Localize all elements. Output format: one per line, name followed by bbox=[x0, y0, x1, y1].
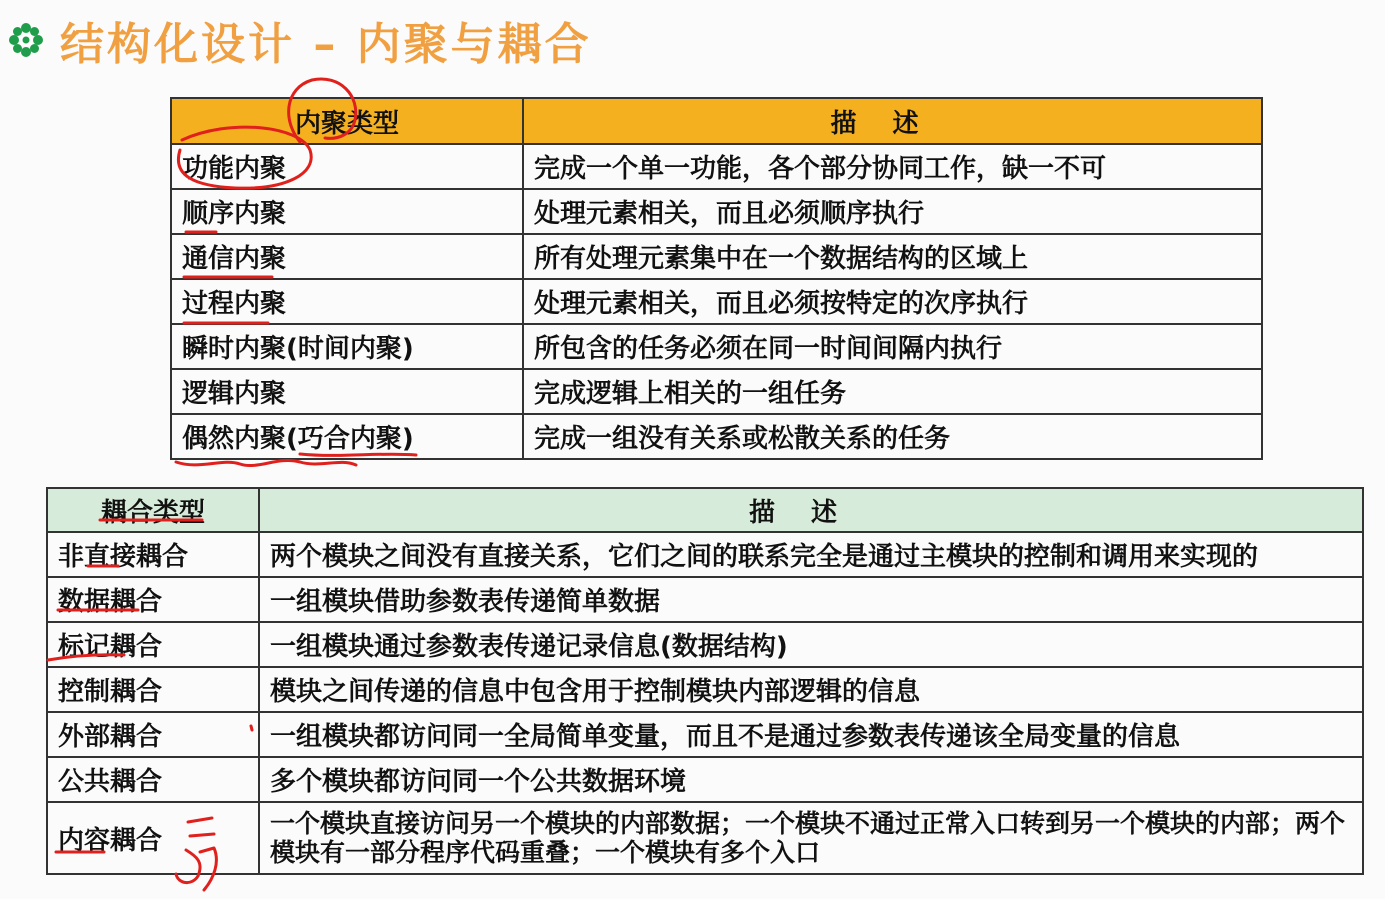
coupling-desc-cell: 两个模块之间没有直接关系，它们之间的联系完全是通过主模块的控制和调用来实现的 bbox=[259, 532, 1363, 577]
coupling-desc-cell: 一组模块借助参数表传递简单数据 bbox=[259, 577, 1363, 622]
coupling-header-row bbox=[47, 488, 1363, 532]
cohesion-desc-cell: 处理元素相关，而且必须按特定的次序执行 bbox=[523, 279, 1262, 324]
slide-title: 结构化设计 – 内聚与耦合 bbox=[60, 19, 592, 70]
cohesion-header-row bbox=[171, 98, 1262, 144]
cohesion-type-cell: 过程内聚 bbox=[171, 279, 523, 324]
coupling-row bbox=[47, 622, 1363, 667]
coupling-type-cell: 非直接耦合 bbox=[47, 532, 259, 577]
cohesion-type-cell: 偶然内聚(巧合内聚) bbox=[171, 414, 523, 459]
slide-header bbox=[8, 10, 592, 70]
flower-icon bbox=[8, 22, 44, 58]
coupling-type-cell: 标记耦合 bbox=[47, 622, 259, 667]
cohesion-header-type: 内聚类型 bbox=[171, 98, 523, 144]
coupling-type-cell: 内容耦合 bbox=[47, 802, 259, 874]
coupling-type-cell: 控制耦合 bbox=[47, 667, 259, 712]
cohesion-type-cell: 通信内聚 bbox=[171, 234, 523, 279]
cohesion-type-cell: 顺序内聚 bbox=[171, 189, 523, 234]
coupling-desc-cell: 一组模块都访问同一全局简单变量，而且不是通过参数表传递该全局变量的信息 bbox=[259, 712, 1363, 757]
coupling-desc-cell: 模块之间传递的信息中包含用于控制模块内部逻辑的信息 bbox=[259, 667, 1363, 712]
cohesion-row bbox=[171, 234, 1262, 279]
coupling-header-type: 耦合类型 bbox=[47, 488, 259, 532]
cohesion-desc-cell: 处理元素相关，而且必须顺序执行 bbox=[523, 189, 1262, 234]
annotation-wave-coincidental bbox=[176, 460, 356, 465]
cohesion-row bbox=[171, 189, 1262, 234]
cohesion-desc-cell: 完成一个单一功能，各个部分协同工作，缺一不可 bbox=[523, 144, 1262, 189]
cohesion-table bbox=[170, 97, 1263, 460]
cohesion-desc-cell: 完成一组没有关系或松散关系的任务 bbox=[523, 414, 1262, 459]
coupling-desc-cell: 一个模块直接访问另一个模块的内部数据；一个模块不通过正常入口转到另一个模块的内部；两个模块有一部分程序代码重叠；一个模块有多个入口 bbox=[259, 802, 1363, 874]
coupling-desc-cell: 一组模块通过参数表传递记录信息(数据结构) bbox=[259, 622, 1363, 667]
cohesion-type-cell: 功能内聚 bbox=[171, 144, 523, 189]
coupling-type-cell: 数据耦合 bbox=[47, 577, 259, 622]
coupling-row bbox=[47, 757, 1363, 802]
coupling-type-cell: 外部耦合 bbox=[47, 712, 259, 757]
coupling-row bbox=[47, 577, 1363, 622]
cohesion-desc-cell: 所包含的任务必须在同一时间间隔内执行 bbox=[523, 324, 1262, 369]
coupling-row bbox=[47, 667, 1363, 712]
coupling-type-cell: 公共耦合 bbox=[47, 757, 259, 802]
cohesion-row bbox=[171, 279, 1262, 324]
cohesion-row bbox=[171, 369, 1262, 414]
coupling-row bbox=[47, 802, 1363, 874]
coupling-table bbox=[46, 487, 1364, 875]
cohesion-type-cell: 逻辑内聚 bbox=[171, 369, 523, 414]
cohesion-desc-cell: 所有处理元素集中在一个数据结构的区域上 bbox=[523, 234, 1262, 279]
cohesion-desc-cell: 完成逻辑上相关的一组任务 bbox=[523, 369, 1262, 414]
coupling-header-desc: 描述 bbox=[259, 488, 1363, 532]
cohesion-row bbox=[171, 414, 1262, 459]
cohesion-row bbox=[171, 324, 1262, 369]
cohesion-type-cell: 瞬时内聚(时间内聚) bbox=[171, 324, 523, 369]
cohesion-header-desc: 描述 bbox=[523, 98, 1262, 144]
cohesion-row bbox=[171, 144, 1262, 189]
coupling-desc-cell: 多个模块都访问同一个公共数据环境 bbox=[259, 757, 1363, 802]
coupling-row bbox=[47, 532, 1363, 577]
coupling-row bbox=[47, 712, 1363, 757]
